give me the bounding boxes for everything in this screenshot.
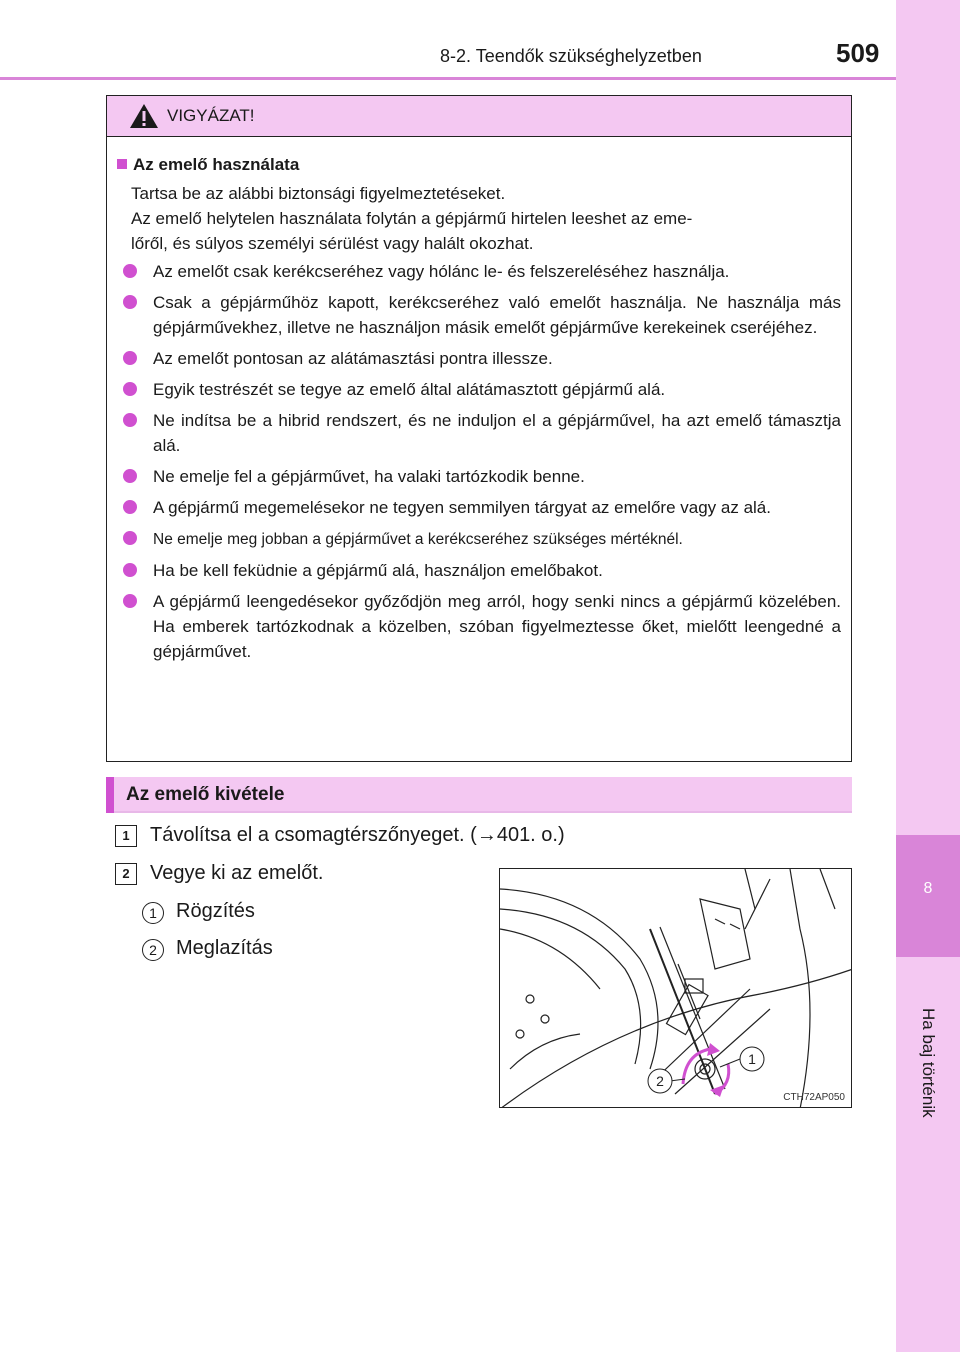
- figure-code: CTH72AP050: [783, 1092, 845, 1103]
- warning-subheading: [117, 155, 299, 175]
- step-number-box: 2: [115, 863, 137, 885]
- warning-subheading-text: Az emelő használata: [133, 155, 300, 174]
- list-item: [123, 259, 841, 284]
- list-item: [123, 377, 841, 402]
- bullet-dot-icon: [123, 469, 137, 483]
- warning-box: [106, 95, 852, 762]
- intro-line: lőről, és súlyos személyi sérülést vagy halált okozhat.: [131, 234, 534, 253]
- section-heading-bar: [106, 777, 852, 813]
- warning-intro: [131, 181, 841, 256]
- figure-callout-2: 2: [656, 1073, 664, 1089]
- bullet-dot-icon: [123, 500, 137, 514]
- section-header: 8-2. Teendők szükséghelyzetben: [440, 46, 702, 66]
- bullet-text: Ha be kell feküdnie a gépjármű alá, használjon emelőbakot.: [153, 561, 603, 580]
- square-bullet-icon: [117, 159, 127, 169]
- substep-text: Rögzítés: [176, 900, 255, 922]
- warning-title: VIGYÁZAT!: [167, 106, 255, 125]
- list-item: [123, 464, 841, 489]
- list-item: [123, 526, 841, 552]
- chapter-number: 8: [923, 880, 933, 897]
- list-item: [123, 495, 841, 520]
- substep-number-circle: 1: [142, 902, 164, 924]
- intro-line: Az emelő helytelen használata folytán a gépjármű hirtelen leeshet az eme-: [131, 209, 693, 228]
- section-title: Az emelő kivétele: [126, 784, 285, 805]
- bullet-text: A gépjármű megemelésekor ne tegyen semmilyen tárgyat az emelőre vagy az alá.: [153, 498, 771, 517]
- page-number: 509: [836, 38, 880, 68]
- warning-triangle-icon: [129, 103, 159, 129]
- jack-illustration: [499, 868, 852, 1108]
- bullet-text: Ne indítsa be a hibrid rendszert, és ne induljon el a gépjárművel, ha azt emelő támasztja alá.: [153, 411, 841, 455]
- bullet-text: Ne emelje meg jobban a gépjárművet a kerékcseréhez szükséges mértéknél.: [153, 531, 683, 548]
- bullet-text: A gépjármű leengedésekor győződjön meg arról, hogy senki nincs a gépjármű közelében. Ha emberek tartózkodnak a közelben, szóban figyelmeztesse őket, mielőtt leengedné a gépjárművet.: [153, 592, 841, 661]
- bullet-dot-icon: [123, 382, 137, 396]
- bullet-dot-icon: [123, 264, 137, 278]
- bullet-text: Egyik testrészét se tegye az emelő által alátámasztott gépjármű alá.: [153, 380, 666, 399]
- warning-bullets: [123, 259, 841, 670]
- list-item: [123, 346, 841, 371]
- step-text: Távolítsa el a csomagtérszőnyeget. (→401. o.): [150, 824, 565, 846]
- list-item: [123, 408, 841, 458]
- list-item: [123, 589, 841, 664]
- intro-line: Tartsa be az alábbi biztonsági figyelmeztetéseket.: [131, 184, 506, 203]
- step-number-box: 1: [115, 825, 137, 847]
- bullet-text: Az emelőt csak kerékcseréhez vagy hólánc le- és felszereléséhez használja.: [153, 262, 730, 281]
- list-item: [123, 290, 841, 340]
- bullet-dot-icon: [123, 563, 137, 577]
- header-divider: [0, 77, 896, 80]
- chapter-sidebar: [896, 0, 960, 1352]
- bullet-text: Ne emelje fel a gépjárművet, ha valaki tartózkodik benne.: [153, 467, 585, 486]
- bullet-dot-icon: [123, 413, 137, 427]
- trunk-jack-drawing: [500, 869, 852, 1108]
- warning-header: [107, 96, 851, 137]
- bullet-text: Az emelőt pontosan az alátámasztási pontra illessze.: [153, 349, 553, 368]
- substep-number-circle: 2: [142, 939, 164, 961]
- bullet-dot-icon: [123, 295, 137, 309]
- step-text: Vegye ki az emelőt.: [150, 862, 324, 884]
- section-accent: [106, 777, 114, 813]
- bullet-dot-icon: [123, 531, 137, 545]
- figure-callout-1: 1: [748, 1051, 756, 1067]
- bullet-dot-icon: [123, 351, 137, 365]
- bullet-dot-icon: [123, 594, 137, 608]
- bullet-text: Csak a gépjárműhöz kapott, kerékcseréhez való emelőt használja. Ne használja más gépjárművekhez, illetve ne használjon másik emelőt gépjárműve kerekeinek cseréjéhez.: [153, 293, 841, 337]
- chapter-title: Ha baj történik: [919, 1008, 938, 1118]
- substep-text: Meglazítás: [176, 937, 273, 959]
- list-item: [123, 558, 841, 583]
